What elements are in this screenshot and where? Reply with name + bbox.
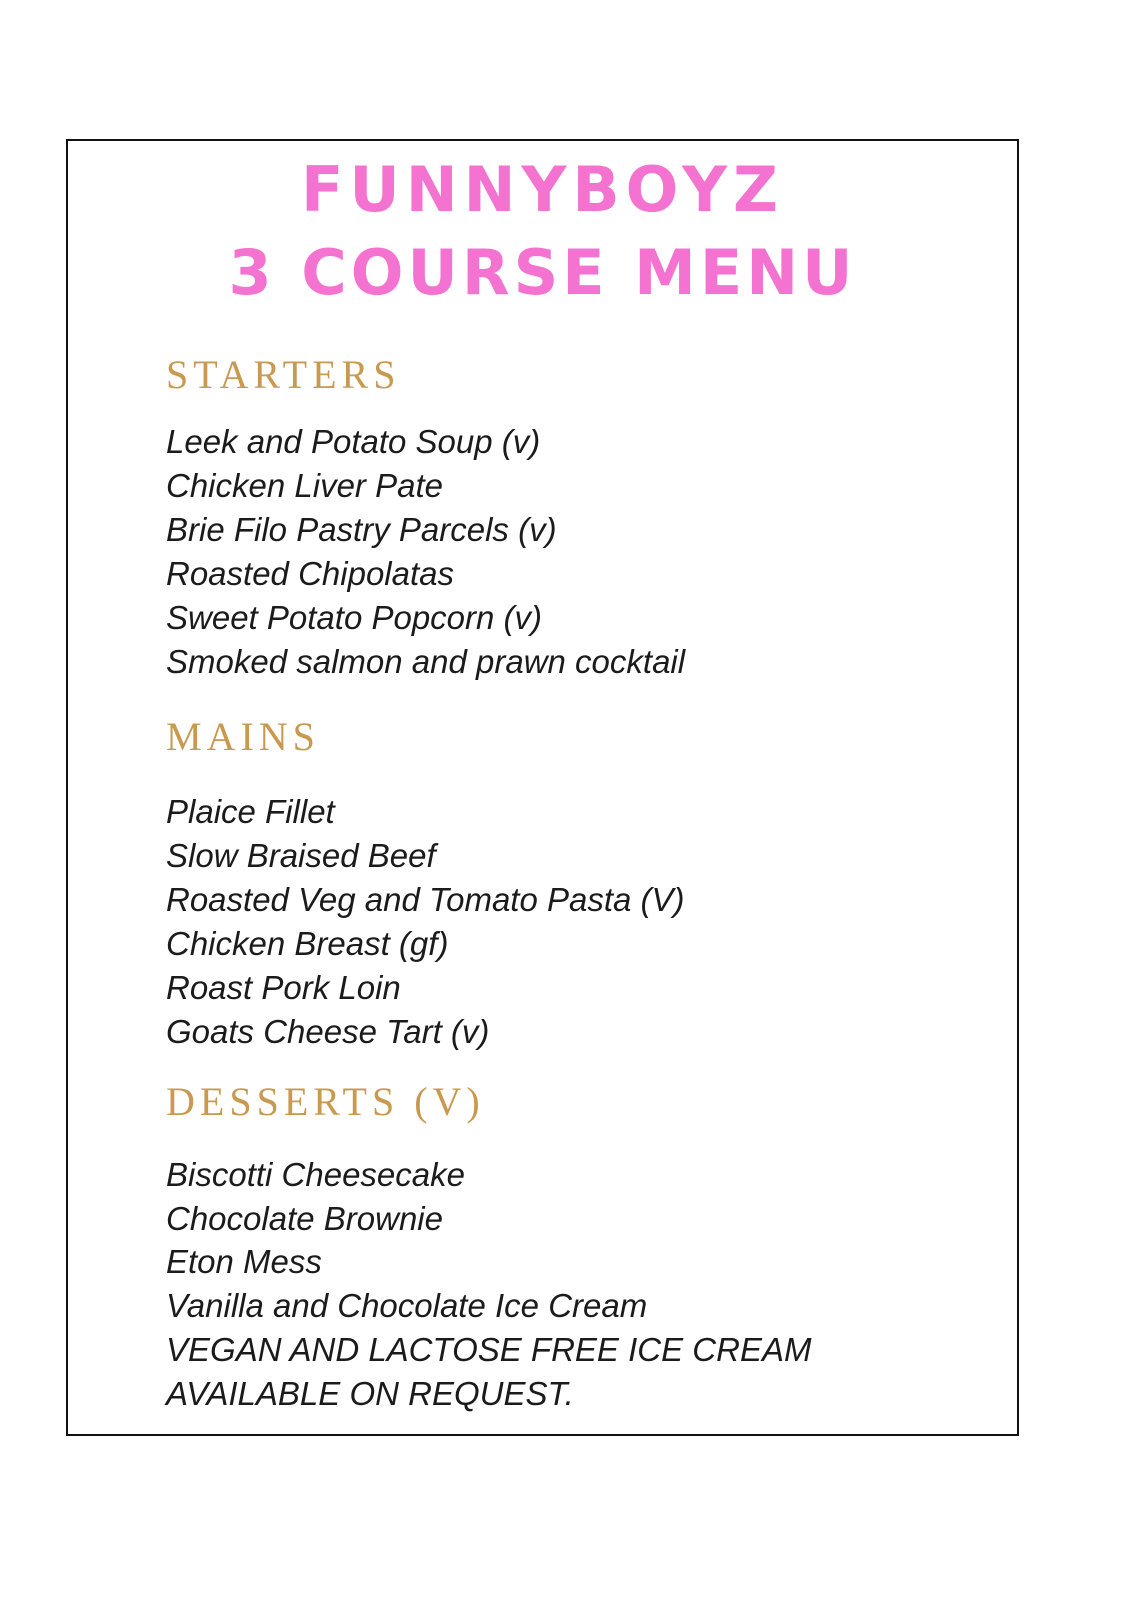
menu-title-block [68,141,1017,310]
list-item: Sweet Potato Popcorn (v) [166,598,543,636]
list-item: VEGAN AND LACTOSE FREE ICE CREAM [166,1331,812,1369]
starters-item-list [166,420,977,683]
list-item: Chicken Breast (gf) [166,925,449,963]
list-item: Vanilla and Chocolate Ice Cream [166,1287,648,1325]
section-heading-mains: MAINS [166,714,320,760]
list-item: Chocolate Brownie [166,1199,443,1237]
section-mains [68,713,1017,1053]
desserts-item-list [166,1153,977,1416]
mains-item-list [166,790,977,1053]
list-item: AVAILABLE ON REQUEST. [166,1375,574,1413]
menu-card-frame [66,139,1019,1436]
list-item: Eton Mess [166,1243,322,1281]
page-title-line-2: 3 COURSE MENU [228,236,857,310]
list-item: Goats Cheese Tart (v) [166,1012,490,1050]
list-item: Leek and Potato Soup (v) [166,423,541,461]
menu-content [68,141,1017,1434]
list-item: Brie Filo Pastry Parcels (v) [166,510,557,548]
list-item: Roasted Chipolatas [166,554,455,592]
section-heading-desserts: DESSERTS (V) [166,1078,485,1124]
list-item: Roast Pork Loin [166,968,401,1006]
list-item: Biscotti Cheesecake [166,1155,465,1193]
section-heading-starters: STARTERS [166,352,401,398]
section-starters [68,351,1017,683]
list-item: Chicken Liver Pate [166,467,443,505]
list-item: Smoked salmon and prawn cocktail [166,642,686,680]
list-item: Slow Braised Beef [166,837,436,875]
list-item: Plaice Fillet [166,793,335,831]
page-title-line-1: FUNNYBOYZ [301,153,784,226]
list-item: Roasted Veg and Tomato Pasta (V) [166,881,685,919]
section-desserts [68,1078,1017,1416]
